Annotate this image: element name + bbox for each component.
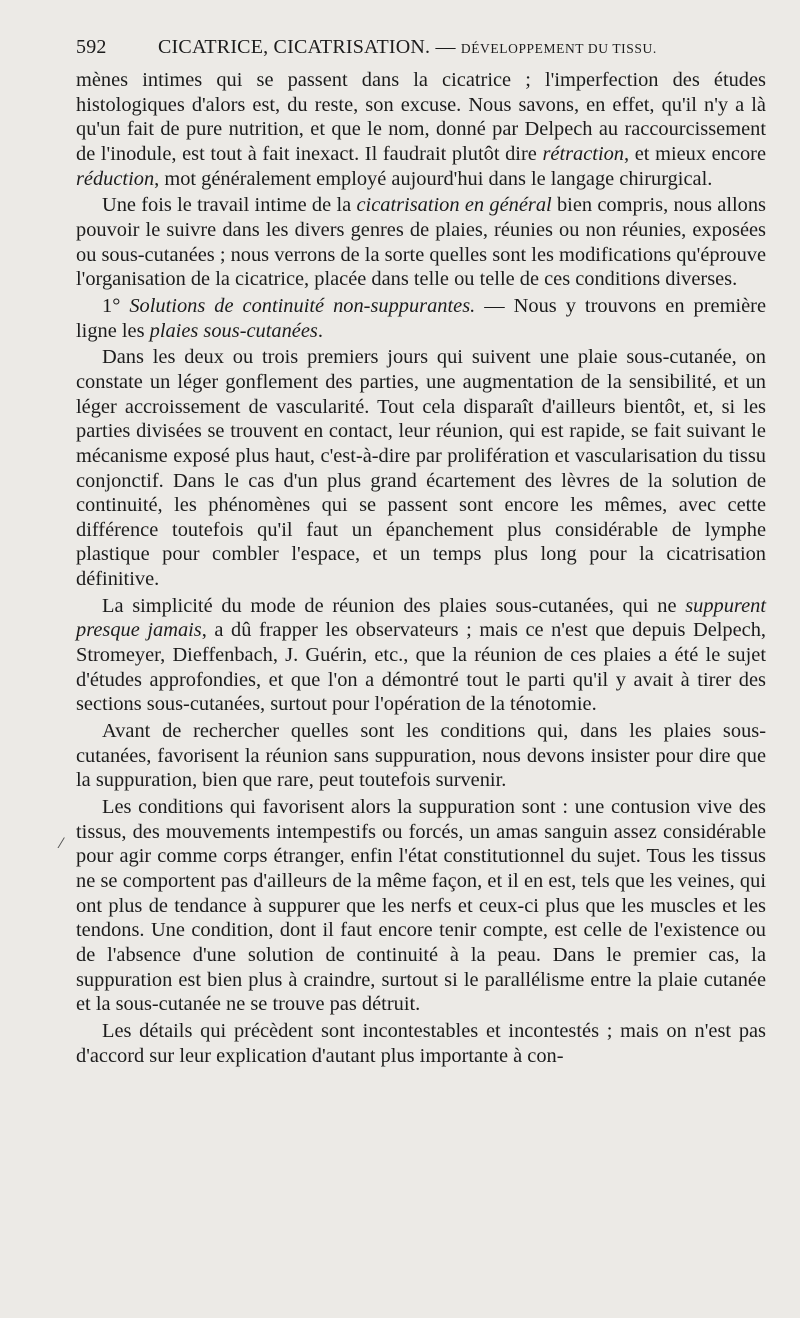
paragraph-3-section-heading [76, 294, 766, 343]
paragraph-2-end: bien compris, nous allons pouvoir le suivre dans les divers genres de plaies, réunies ou non réunies, exposées ou sous-cutanées ; nous verrons de la sorte quelles sont les modifications qu'éprouve l'organisation de la cicatrice, placée dans telle ou telle de ces conditions diverses. [76, 194, 767, 291]
paragraph-1-mid: , et mieux encore [624, 142, 767, 165]
running-header [76, 34, 766, 66]
paragraph-1 [76, 68, 766, 191]
paragraph-6: Avant de rechercher quelles sont les conditions qui, dans les plaies sous-cutanées, favorisent la réunion sans suppuration, nous devons insister pour dire que la suppuration, bien que rare, peut toutefois survenir. [76, 720, 766, 792]
running-title [158, 36, 657, 59]
paragraph-4: Dans les deux ou trois premiers jours qui suivent une plaie sous-cutanée, on constate un léger gonflement des parties, une augmentation de la sensibilité, et un léger accroissement de vascularité. Tout cela disparaît d'ailleurs bientôt, et, si les parties divisées se trouvent en contact, leur réunion, qui est rapide, se fait suivant le mécanisme exposé plus haut, c'est-à-dire par prolifération et vascularisation du tissu conjonctif. Dans le cas d'un plus grand écartement des lèvres de la solution de continuité, les phénomènes qui se passent sont encore les mêmes, avec cette différence toutefois qu'il faut un épanchement plus considérable de lymphe plastique pour combler l'espace, et un temps plus long pour la cicatrisation définitive. [76, 346, 766, 591]
paragraph-5-end: , a dû frapper les observateurs ; mais ce n'est que depuis Delpech, Stromeyer, Dieffenbach, J. Guérin, etc., que la réunion de ces plaies a été le sujet d'études approfondies, et que l'on a démontré tout le parti qu'il y avait à tirer des sections sous-cutanées, surtout pour l'opération de la ténotomie. [76, 619, 767, 716]
paragraph-5-start: La simplicité du mode de réunion des plaies sous-cutanées, qui ne [102, 594, 686, 617]
paragraph-2-start: Une fois le travail intime de la [102, 194, 357, 217]
body-text [76, 68, 766, 1068]
paragraph-3-mid: — Nous y trouvons en première ligne les [76, 294, 766, 342]
emphasis-suppurent-presque-jamais: suppurent presque jamais [76, 594, 766, 642]
running-title-separator: — [430, 36, 461, 58]
paragraph-2 [76, 193, 766, 292]
section-number: 1° [102, 294, 130, 317]
emphasis-cicatrisation-en-general: cicatrisation en général [356, 194, 552, 217]
running-title-main: CICATRICE, CICATRISATION. [158, 36, 431, 58]
running-title-subtitle: DÉVELOPPEMENT DU TISSU. [460, 41, 657, 56]
paragraph-8: Les détails qui précèdent sont incontestables et incontestés ; mais on n'est pas d'accord sur leur explication d'autant plus importante à con- [76, 1019, 766, 1067]
emphasis-retraction: rétraction [542, 142, 625, 165]
paragraph-1-end: , mot généralement employé aujourd'hui dans le langage chirurgical. [154, 167, 713, 190]
paragraph-5 [76, 594, 766, 717]
paragraph-3-end: . [317, 319, 323, 342]
emphasis-reduction: réduction [76, 167, 155, 190]
paragraph-1-text: mènes intimes qui se passent dans la cicatrice ; l'imperfection des études histologiques d'alors est, du reste, son excuse. Nous savons, en effet, qu'il n'y a là qu'un fait de pure nutrition, et que le nom, donné par Delpech au raccourcissement de l'inodule, est tout à fait inexact. Il faudrait plutôt dire [76, 69, 766, 165]
emphasis-plaies-sous-cutanees: plaies sous-cutanées [149, 319, 318, 342]
paragraph-7: Les conditions qui favorisent alors la suppuration sont : une contusion vive des tissus, des mouvements intempestifs ou forcés, un amas sanguin assez considérable pour agir comme corps étranger, enfin l'état constitutionnel du sujet. Tous les tissus ne se comportent pas d'ailleurs de la même façon, et il en est, tels que les veines, qui ont plus de tendance à suppurer que les nerfs et ceux-ci plus que les muscles et les tendons. Une condition, dont il faut encore tenir compte, est celle de l'existence ou de l'absence d'une solution de continuité à la peau. Dans le premier cas, la suppuration est bien plus à craindre, surtout si le parallélisme entre la plaie cutanée et la sous-cutanée ne se trouve pas détruit. [76, 796, 766, 1016]
page-number: 592 [76, 36, 107, 58]
margin-pencil-mark: ⁄ [60, 836, 63, 852]
section-title: Solutions de continuité non-suppurantes. [129, 294, 476, 317]
